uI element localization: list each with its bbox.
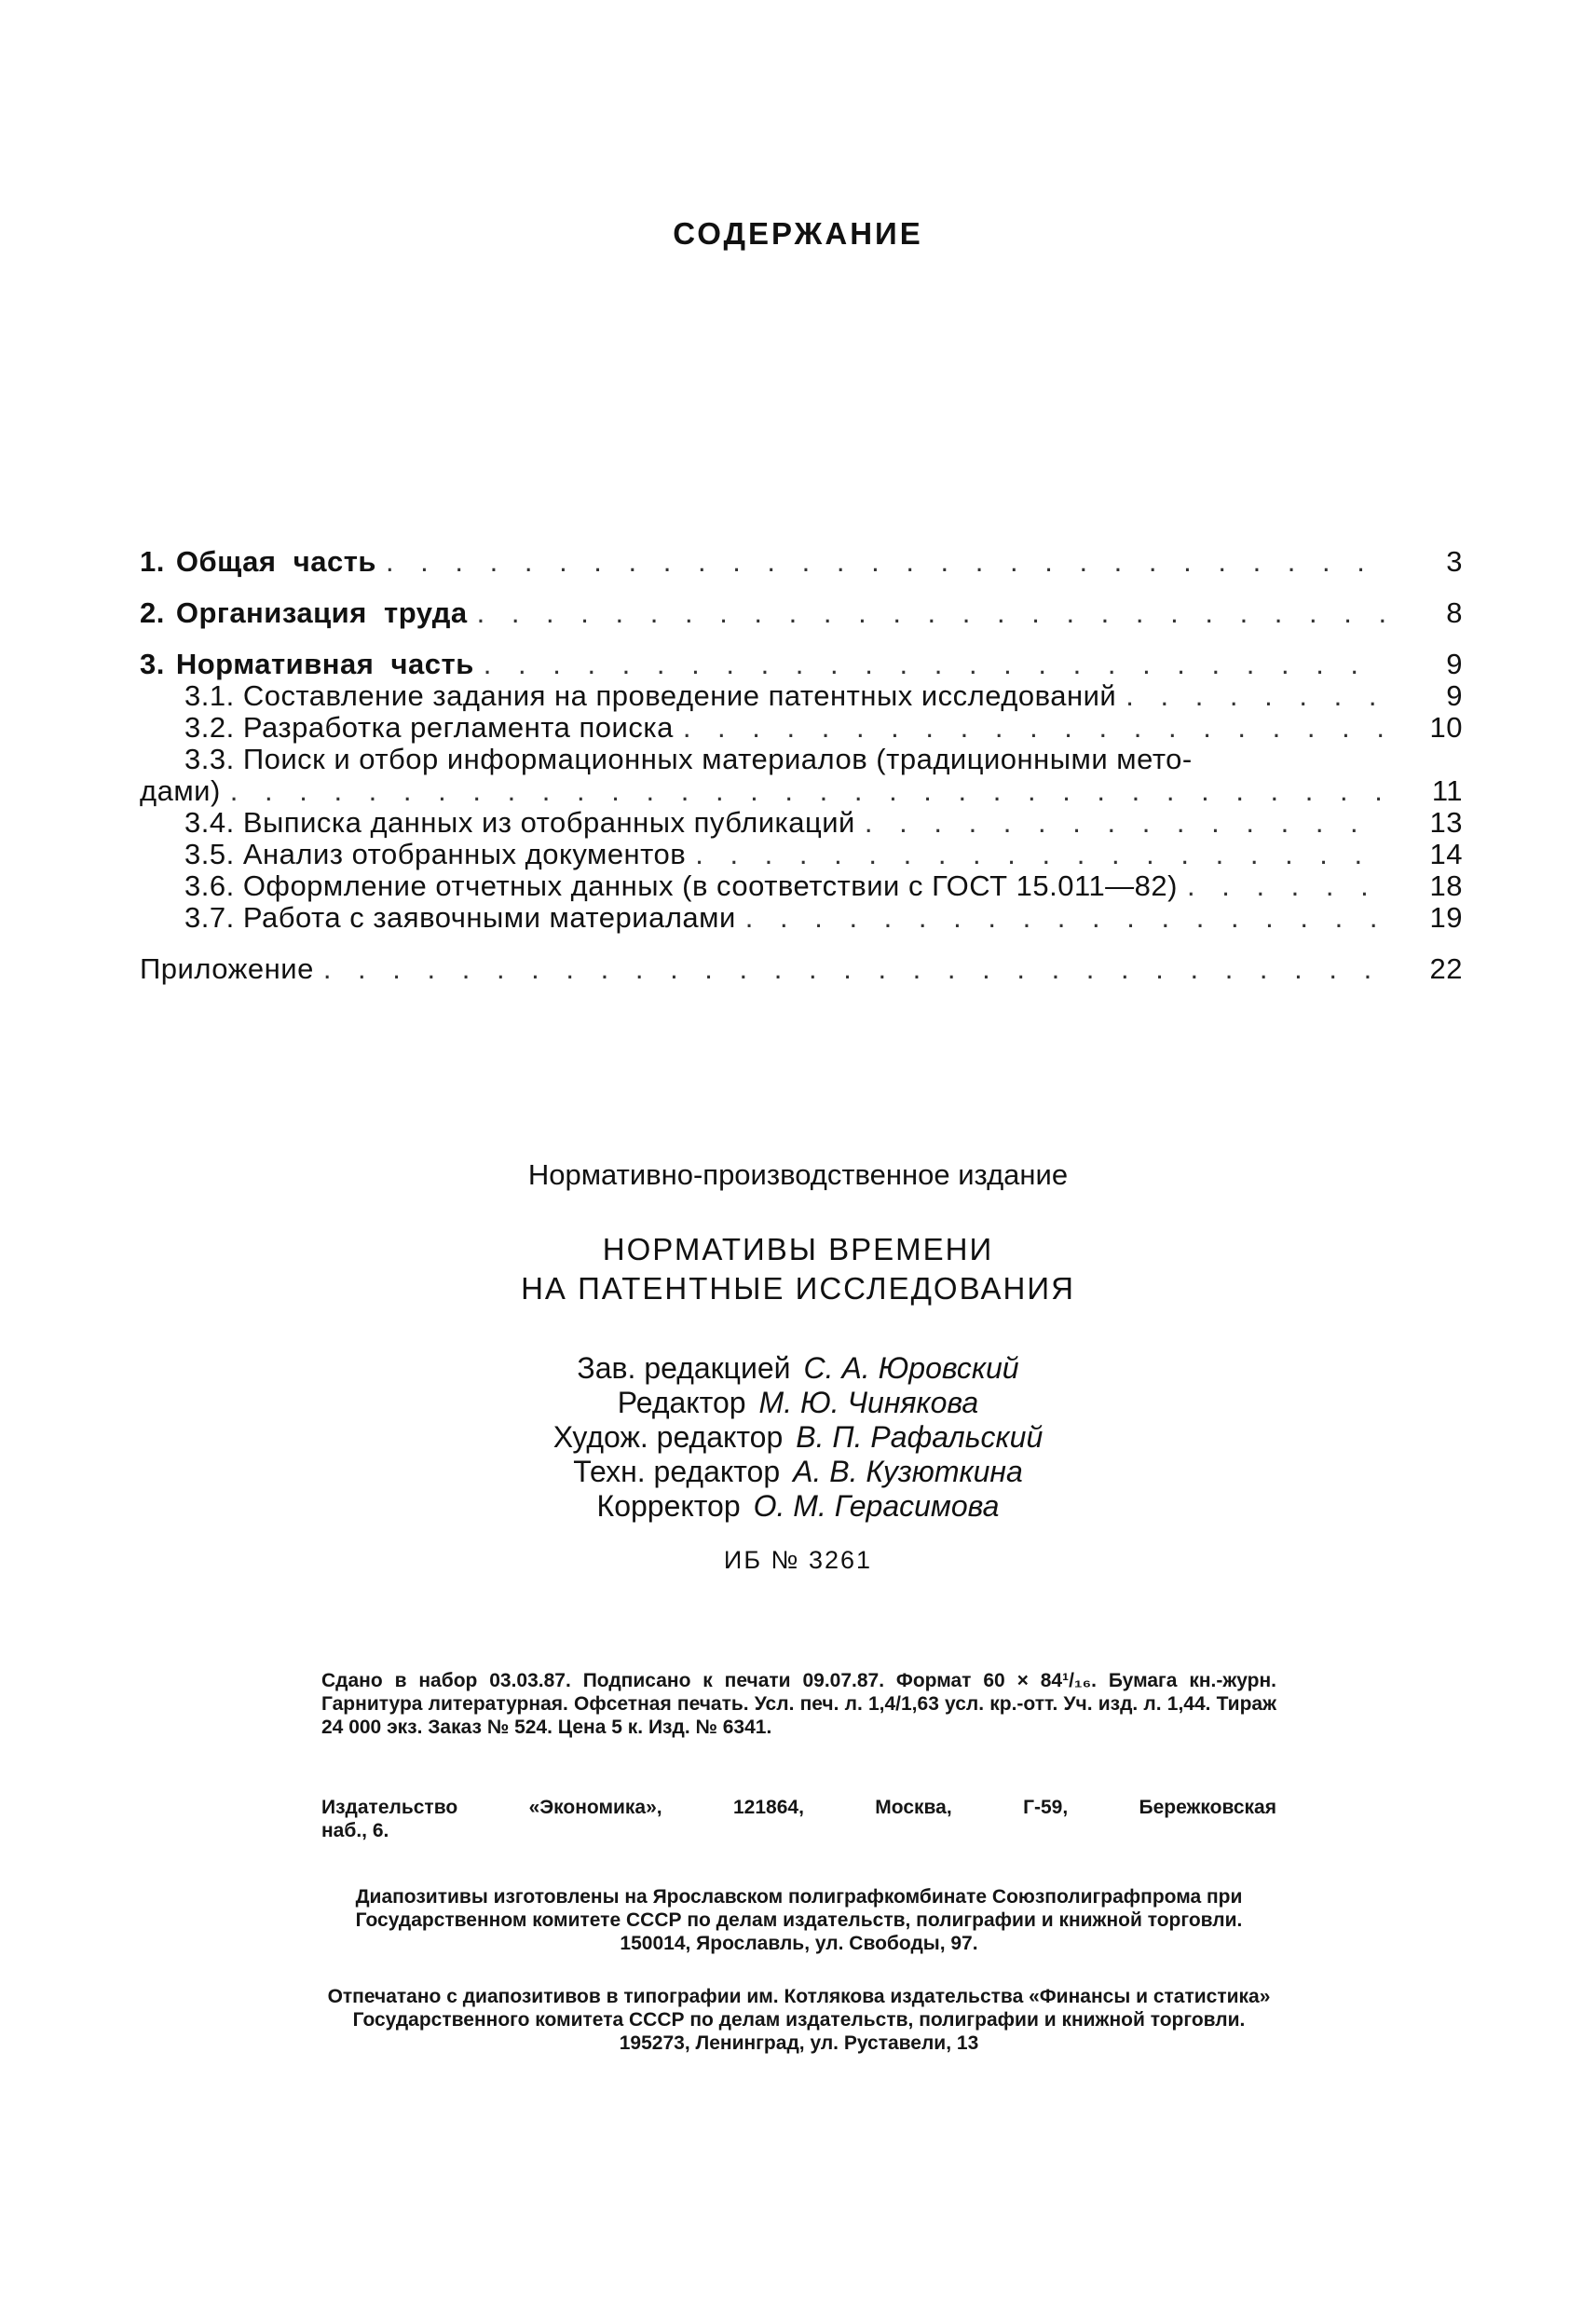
credit-name: В. П. Рафальский bbox=[796, 1420, 1044, 1454]
toc-dot-leader bbox=[695, 839, 1385, 870]
toc-dot-leader bbox=[323, 953, 1385, 985]
toc-subentry-title: 3.5. Анализ отобранных документов bbox=[184, 838, 687, 870]
toc-entry-title: Общая часть bbox=[175, 545, 376, 578]
toc-page-number: 11 bbox=[1431, 774, 1463, 807]
toc-entry-2[interactable] bbox=[140, 597, 1463, 629]
toc-entry-title: Организация труда bbox=[175, 596, 468, 629]
toc-subentry-title: 3.4. Выписка данных из отобранных публикаций bbox=[184, 806, 855, 839]
credit-name: М. Ю. Чинякова bbox=[758, 1386, 979, 1419]
toc-dot-leader bbox=[484, 649, 1385, 680]
book-title-line-1: НОРМАТИВЫ ВРЕМЕНИ bbox=[602, 1232, 994, 1266]
toc-subentry-title: 3.6. Оформление отчетных данных (в соответствии с ГОСТ 15.011—82) bbox=[184, 869, 1178, 902]
book-title bbox=[0, 1230, 1596, 1308]
toc-dot-leader bbox=[865, 807, 1385, 839]
toc-dot-leader bbox=[683, 712, 1385, 744]
credit-name: С. А. Юровский bbox=[803, 1351, 1019, 1385]
toc-page-number: 19 bbox=[1429, 901, 1463, 934]
toc-dot-leader bbox=[230, 775, 1385, 807]
credit-role: Худож. редактор bbox=[552, 1420, 784, 1454]
toc-page-number: 9 bbox=[1446, 679, 1463, 712]
toc-subentry-3-6[interactable] bbox=[140, 870, 1463, 902]
publisher-city: Москва, bbox=[875, 1797, 952, 1818]
credits-list bbox=[0, 1351, 1596, 1524]
toc-entry-1[interactable] bbox=[140, 546, 1463, 578]
toc-dot-leader bbox=[1125, 680, 1385, 712]
toc-page-number: 22 bbox=[1429, 952, 1463, 985]
toc-subentry-title: 3.3. Поиск и отбор информационных материалов (традиционными мето- bbox=[184, 743, 1193, 775]
credit-name: О. М. Герасимова bbox=[753, 1489, 1000, 1523]
credit-role: Техн. редактор bbox=[573, 1455, 781, 1488]
print-data: Сдано в набор 03.03.87. Подписано к печати 09.07.87. Формат 60 × 84¹/₁₆. Бумага кн.-журн. Гарнитура литературная. Офсетная печать. Усл. печ. л. 1,4/1,63 усл. кр.-отт. Уч. изд. л. 1,44. Тираж 24 000 экз. Заказ № 524. Цена 5 к. Изд. № 6341. bbox=[321, 1670, 1276, 1738]
publisher-district: Г-59, bbox=[1023, 1797, 1069, 1818]
diapositives-info: Диапозитивы изготовлены на Ярославском полиграфкомбинате Союзполиграфпрома при Государственном комитете СССР по делам издательств, полиграфии и книжной торговли. 150014, Ярославль, ул. Свободы, 97. bbox=[355, 1886, 1243, 1954]
publisher-line-2: наб., 6. bbox=[321, 1820, 389, 1841]
toc-appendix[interactable] bbox=[140, 953, 1463, 985]
credit-row bbox=[0, 1351, 1596, 1386]
publisher-street: Бережковская bbox=[1139, 1797, 1276, 1818]
toc-subentry-title: 3.7. Работа с заявочными материалами bbox=[184, 901, 736, 934]
toc-entry-title: Нормативная часть bbox=[175, 648, 474, 680]
credit-role: Зав. редакцией bbox=[577, 1351, 791, 1385]
toc-page-number: 10 bbox=[1429, 711, 1463, 744]
credit-role: Редактор bbox=[617, 1386, 746, 1419]
toc-subentry-3-5[interactable] bbox=[140, 839, 1463, 870]
credit-row bbox=[0, 1455, 1596, 1489]
toc-appendix-title: Приложение bbox=[140, 952, 314, 985]
toc-subentry-title: 3.1. Составление задания на проведение патентных исследований bbox=[184, 679, 1117, 712]
book-title-line-2: НА ПАТЕНТНЫЕ ИССЛЕДОВАНИЯ bbox=[521, 1271, 1075, 1306]
toc-subentry-3-4[interactable] bbox=[140, 807, 1463, 839]
toc-dot-leader bbox=[386, 546, 1385, 578]
toc-subentry-3-3-continued[interactable] bbox=[140, 775, 1463, 807]
publisher-label: Издательство bbox=[321, 1797, 458, 1818]
toc-title: СОДЕРЖАНИЕ bbox=[673, 216, 923, 251]
toc-subentry-title-continued: дами) bbox=[140, 774, 221, 807]
toc-page-number: 8 bbox=[1446, 596, 1463, 629]
publisher-house: «Экономика», bbox=[528, 1797, 662, 1818]
toc-page-number: 14 bbox=[1429, 838, 1463, 870]
toc-dot-leader bbox=[745, 902, 1385, 934]
toc-page-number: 3 bbox=[1446, 545, 1463, 578]
publisher-line-1 bbox=[321, 1796, 1276, 1819]
ib-number: ИБ № 3261 bbox=[723, 1546, 873, 1574]
credit-name: А. В. Кузюткина bbox=[793, 1455, 1023, 1488]
edition-type: Нормативно-производственное издание bbox=[527, 1158, 1069, 1191]
toc-subentry-3-1[interactable] bbox=[140, 680, 1463, 712]
toc-entry-number: 3. bbox=[140, 648, 165, 680]
toc-dot-leader bbox=[1187, 870, 1385, 902]
printing-house-info: Отпечатано с диапозитивов в типографии им. Котлякова издательства «Финансы и статистика» Государственного комитета СССР по делам издательств, полиграфии и книжной торговли. 195273, Ленинград, ул. Руставели, 13 bbox=[327, 1986, 1271, 2054]
toc-entry-3[interactable] bbox=[140, 649, 1463, 680]
publisher-index: 121864, bbox=[733, 1797, 804, 1818]
toc-page-number: 18 bbox=[1429, 869, 1463, 902]
toc-page-number: 9 bbox=[1446, 648, 1463, 680]
toc-dot-leader bbox=[477, 597, 1385, 629]
toc-page-number: 13 bbox=[1429, 806, 1463, 839]
toc-subentry-3-2[interactable] bbox=[140, 712, 1463, 744]
publisher-info bbox=[321, 1796, 1276, 1842]
table-of-contents bbox=[140, 546, 1463, 985]
credit-role: Корректор bbox=[596, 1489, 741, 1523]
credit-row bbox=[0, 1420, 1596, 1455]
credit-row bbox=[0, 1489, 1596, 1524]
toc-subentry-title: 3.2. Разработка регламента поиска bbox=[184, 711, 674, 744]
toc-subentry-3-3[interactable] bbox=[140, 744, 1463, 775]
toc-entry-number: 2. bbox=[140, 596, 165, 629]
toc-subentry-3-7[interactable] bbox=[140, 902, 1463, 934]
credit-row bbox=[0, 1386, 1596, 1420]
toc-entry-number: 1. bbox=[140, 545, 165, 578]
